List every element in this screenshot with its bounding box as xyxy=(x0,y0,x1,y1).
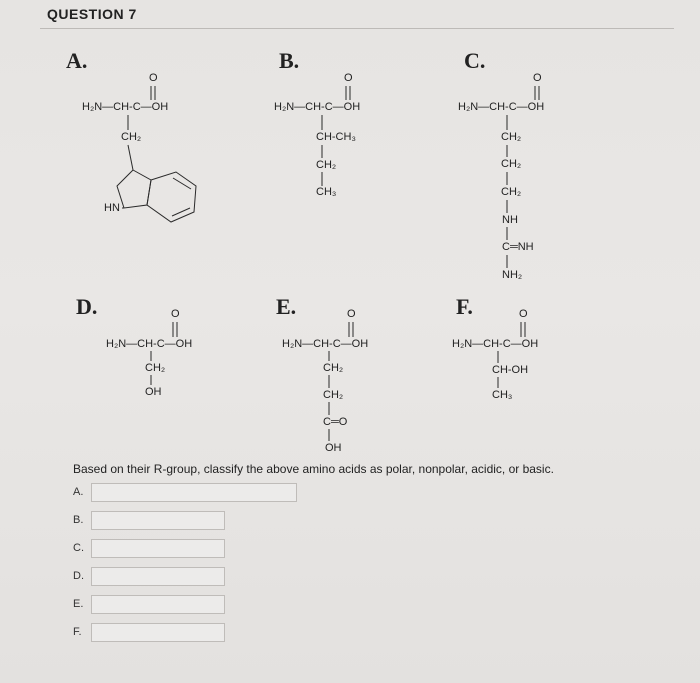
structure-a-chain-1: CH₂ xyxy=(121,131,142,143)
structure-c-chain-4: NH xyxy=(502,214,518,226)
structure-c-chain-1: CH₂ xyxy=(501,131,522,143)
answer-label-c: C. xyxy=(73,542,84,554)
answer-label-b: B. xyxy=(73,514,84,526)
structure-b-chain-2: CH₂ xyxy=(316,159,337,171)
answer-input-c[interactable] xyxy=(91,539,225,558)
structure-e-backbone: H₂N—CH-C—OH xyxy=(282,338,369,350)
structure-e-chain-1: CH₂ xyxy=(323,362,344,374)
structure-a-benzene-ring xyxy=(147,172,196,222)
answer-input-a[interactable] xyxy=(91,483,297,502)
structure-e-letter: E. xyxy=(276,294,297,319)
structure-c-chain-2: CH₂ xyxy=(501,158,522,170)
structure-c-chain-3: CH₂ xyxy=(501,186,522,198)
structure-b-backbone: H₂N—CH-C—OH xyxy=(274,101,361,113)
structure-d-carbonyl-o: O xyxy=(171,308,180,320)
structure-b-chain-1: CH-CH₃ xyxy=(316,131,356,143)
structure-e-chain-2: CH₂ xyxy=(323,389,344,401)
structure-e-carbonyl-o: O xyxy=(347,308,356,320)
structure-d-chain-1: CH₂ xyxy=(145,362,166,374)
answer-input-b[interactable] xyxy=(91,511,225,530)
structure-c-carbonyl-o: O xyxy=(533,72,542,84)
structure-a-bond-ring xyxy=(128,145,133,170)
structure-e-chain-3: C═O xyxy=(323,416,348,428)
answer-input-e[interactable] xyxy=(91,595,225,614)
structure-a-benzene-inner-1 xyxy=(173,178,191,189)
structure-b-letter: B. xyxy=(279,48,300,73)
structure-a-pyrrole-ring xyxy=(117,170,151,208)
answer-input-f[interactable] xyxy=(91,623,225,642)
question-prompt: Based on their R-group, classify the above amino acids as polar, nonpolar, acidic, or basic. xyxy=(73,462,554,476)
structure-f-letter: F. xyxy=(456,294,473,319)
structure-d-chain-2: OH xyxy=(145,386,162,398)
structure-d-letter: D. xyxy=(76,294,98,319)
structure-b-carbonyl-o: O xyxy=(344,72,353,84)
structure-a-letter: A. xyxy=(66,48,88,73)
structure-f-backbone: H₂N—CH-C—OH xyxy=(452,338,539,350)
structure-c-chain-5: C═NH xyxy=(502,241,534,253)
question-title: QUESTION 7 xyxy=(47,6,137,22)
structure-e-chain-4: OH xyxy=(325,442,342,454)
answer-label-a: A. xyxy=(73,486,84,498)
answer-input-d[interactable] xyxy=(91,567,225,586)
answer-label-d: D. xyxy=(73,570,84,582)
structure-a-carbonyl-o: O xyxy=(149,72,158,84)
structure-b-chain-3: CH₃ xyxy=(316,186,337,198)
answer-label-f: F. xyxy=(73,626,82,638)
structure-c-letter: C. xyxy=(464,48,486,73)
structure-f-carbonyl-o: O xyxy=(519,308,528,320)
answer-label-e: E. xyxy=(73,598,84,610)
structure-d-backbone: H₂N—CH-C—OH xyxy=(106,338,193,350)
structure-a-ring-label: HN xyxy=(104,202,120,214)
structure-f-chain-1: CH-OH xyxy=(492,364,529,376)
structure-f-chain-2: CH₃ xyxy=(492,389,513,401)
structure-a-backbone: H₂N—CH-C—OH xyxy=(82,101,169,113)
structure-c-backbone: H₂N—CH-C—OH xyxy=(458,101,545,113)
structure-c-chain-6: NH₂ xyxy=(502,269,523,281)
